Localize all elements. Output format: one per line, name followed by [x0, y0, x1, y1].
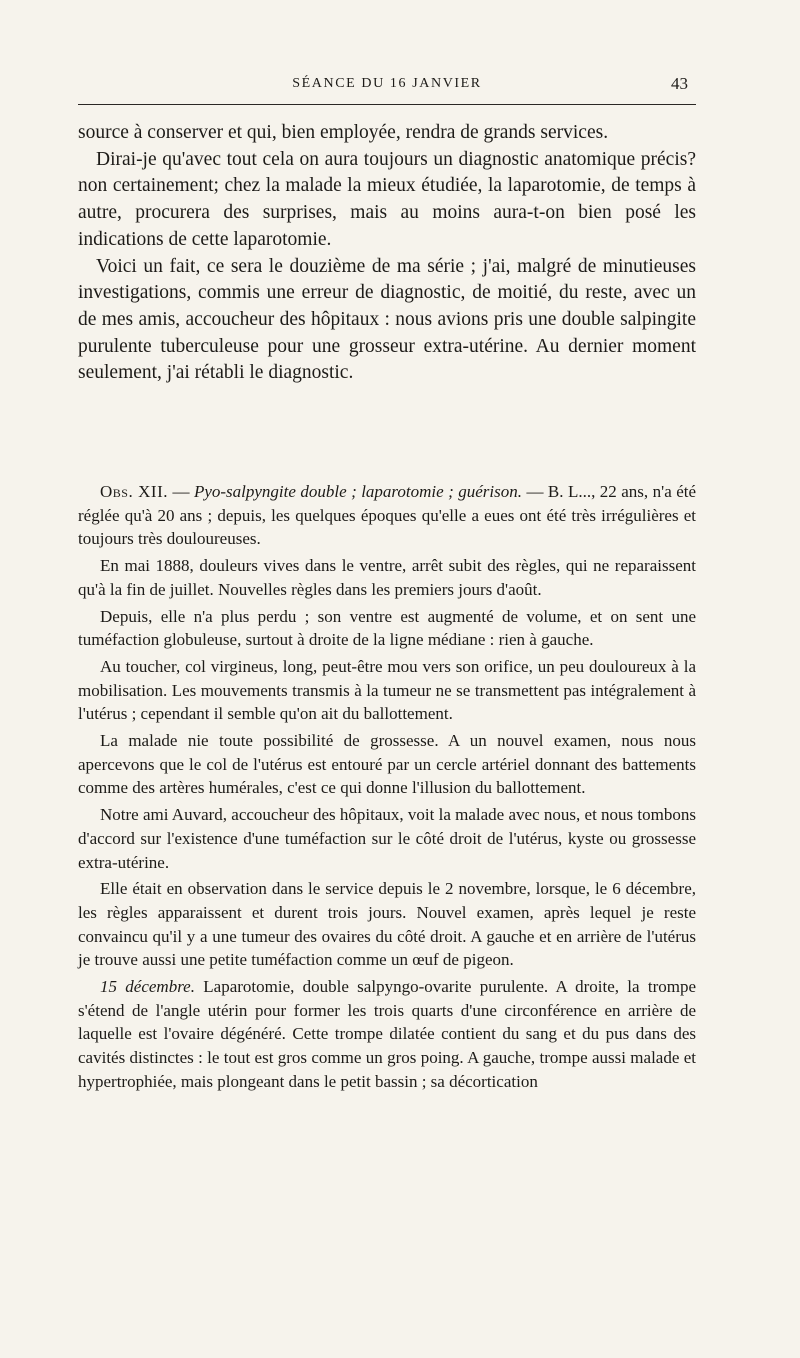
main-text	[78, 120, 696, 387]
page-number: 43	[671, 74, 688, 93]
observation-paragraph: Elle était en observation dans le service depuis le 2 novembre, lorsque, le 6 décembre, les règles apparaissent et durent trois jours. Nouvel examen, après lequel je reste convaincu qu'il y a une tumeur des ovaires du côté droit. A gauche et en arrière de l'utérus je trouve aussi une petite tuméfaction comme un œuf de pigeon.	[78, 879, 696, 970]
observation-paragraph: Depuis, elle n'a plus perdu ; son ventre est augmenté de volume, et on sent une tuméfaction globuleuse, surtout à droite de la ligne médiane : rien à gauche.	[78, 606, 696, 650]
running-header	[78, 74, 696, 98]
observation-paragraph-final	[78, 975, 696, 1094]
running-title: SÉANCE DU 16 JANVIER	[292, 76, 482, 91]
heading-dash: —	[168, 482, 194, 501]
observation-label: Obs. XII.	[100, 482, 169, 501]
heading-dash: —	[522, 482, 548, 501]
paragraph: Voici un fait, ce sera le douzième de ma série ; j'ai, malgré de minutieuses investigations, commis une erreur de diagnostic, de moitié, du reste, avec un de mes amis, accoucheur des hôpitaux : nous avions pris une double salpingite purulente tuberculeuse pour une grosseur extra-utérine. Au dernier moment seulement, j'ai rétabli le diagnostic.	[78, 255, 696, 384]
header-rule	[78, 104, 696, 105]
observation-paragraph: La malade nie toute possibilité de grossesse. A un nouvel examen, nous nous apercevons que le col de l'utérus est entouré par un cercle artériel donnant des battements comme des artères humérales, c'est ce qui donne l'illusion du ballottement.	[78, 731, 696, 798]
surgery-date: 15 décembre.	[100, 977, 195, 997]
observation-heading	[78, 480, 696, 551]
observation-paragraph: Au toucher, col virgineus, long, peut-être mou vers son orifice, un peu douloureux à la mobilisation. Les mouvements transmis à la tumeur ne se transmettent pas intégralement à l'utérus ; cependant il semble qu'on ait du ballottement.	[78, 656, 696, 724]
observation-paragraph: Notre ami Auvard, accoucheur des hôpitaux, voit la malade avec nous, et nous tombons d'accord sur l'existence d'une tuméfaction sur le côté droit de l'utérus, kyste ou grossesse extra-utérine.	[78, 805, 696, 872]
observation-section	[78, 480, 696, 1097]
surgery-text: Laparotomie, double salpyngo-ovarite purulente. A droite, la trompe s'étend de l'angle utérin pour former les trois quarts d'une circonférence en arrière de laquelle est l'ovaire dégénéré. Cette trompe dilatée contient du sang et du pus dans des cavités distinctes : le tout est gros comme un gros poing. A gauche, trompe aussi malade et hypertrophiée, mais plongeant dans le petit bassin ; sa décortication	[78, 977, 696, 1091]
paragraph: Dirai-je qu'avec tout cela on aura toujours un diagnostic anatomique précis? non certainement; chez la malade la mieux étudiée, la laparotomie, de temps à autre, procurera des surprises, mais au moins aura-t-on bien posé les indications de cette laparotomie.	[78, 148, 696, 250]
observation-paragraph: En mai 1888, douleurs vives dans le ventre, arrêt subit des règles, qui ne reparaissent qu'à la fin de juillet. Nouvelles règles dans les premiers jours d'août.	[78, 556, 696, 599]
observation-title: Pyo-salpyngite double ; laparotomie ; guérison.	[193, 482, 522, 501]
paragraph-continuation: source à conserver et qui, bien employée, rendra de grands services.	[78, 122, 609, 143]
observation-intro: B. L..., 22 ans, n'a été réglée qu'à 20 ans ; depuis, les quelques époques qu'elle a eues ont été très irrégulières et toujours très douloureuses.	[78, 482, 697, 549]
